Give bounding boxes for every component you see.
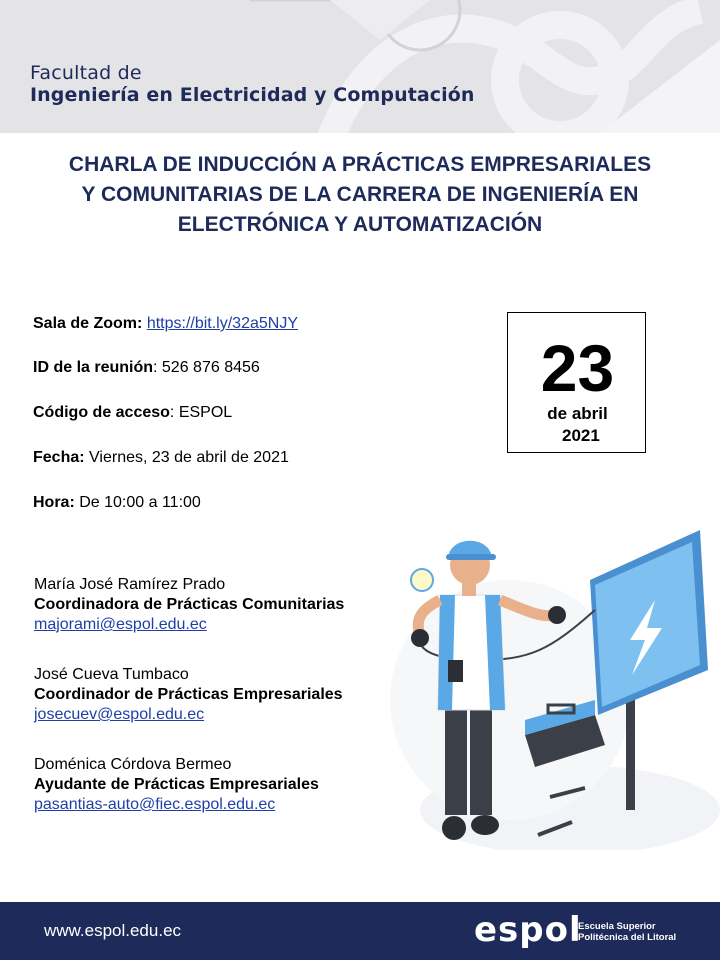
event-title-line1: CHARLA DE INDUCCIÓN A PRÁCTICAS EMPRESARIALES xyxy=(68,153,652,176)
contact-role: Ayudante de Prácticas Empresariales xyxy=(34,776,319,793)
header-banner xyxy=(0,0,720,133)
meeting-id-row xyxy=(33,359,260,377)
espol-logo xyxy=(474,910,714,954)
contact-name: Doménica Córdova Bermeo xyxy=(34,756,232,773)
event-title xyxy=(10,150,710,240)
faculty-name-line2: Ingeniería en Electricidad y Computación xyxy=(30,84,475,106)
time-row xyxy=(33,494,201,512)
date-box-month: de abril xyxy=(547,404,608,423)
contact-block-2 xyxy=(34,665,343,725)
date-row xyxy=(33,449,289,467)
footer-website-link[interactable]: www.espol.edu.ec xyxy=(44,921,182,940)
date-box-year: 2021 xyxy=(562,426,600,445)
zoom-room-label: Sala de Zoom: xyxy=(33,315,143,332)
contact-block-3 xyxy=(34,755,319,815)
espol-logo-subtitle xyxy=(578,921,676,943)
contact-block-1 xyxy=(34,575,344,635)
faculty-name-line1: Facultad de xyxy=(30,62,142,84)
contact-name: José Cueva Tumbaco xyxy=(34,666,189,683)
contact-email-link[interactable]: pasantias-auto@fiec.espol.edu.ec xyxy=(34,796,276,813)
contact-name: María José Ramírez Prado xyxy=(34,576,226,593)
time-value: De 10:00 a 11:00 xyxy=(74,494,201,511)
contact-email-link[interactable]: majorami@espol.edu.ec xyxy=(34,616,207,633)
meeting-id-value: : 526 876 8456 xyxy=(153,359,260,376)
date-label: Fecha: xyxy=(33,449,85,466)
contact-role: Coordinador de Prácticas Empresariales xyxy=(34,686,343,703)
meeting-id-label: ID de la reunión xyxy=(33,359,154,376)
electrician-illustration xyxy=(390,510,720,850)
zoom-room-row xyxy=(33,315,298,333)
contact-email-link[interactable]: josecuev@espol.edu.ec xyxy=(34,706,205,723)
contact-role: Coordinadora de Prácticas Comunitarias xyxy=(34,596,345,613)
event-title-line2: Y COMUNITARIAS DE LA CARRERA DE INGENIERÍA EN xyxy=(81,183,639,206)
access-code-value: : ESPOL xyxy=(169,404,233,421)
footer-bar xyxy=(0,902,720,960)
access-code-label: Código de acceso xyxy=(33,404,170,421)
espol-logo-wordmark: espol xyxy=(474,910,582,950)
date-box-day: 23 xyxy=(540,331,615,405)
zoom-link[interactable]: https://bit.ly/32a5NJY xyxy=(146,315,298,332)
time-label: Hora: xyxy=(33,494,75,511)
event-title-line3: ELECTRÓNICA Y AUTOMATIZACIÓN xyxy=(177,213,543,236)
date-box xyxy=(507,312,646,453)
access-code-row xyxy=(33,404,232,422)
espol-logo-subtitle-line2: Politécnica del Litoral xyxy=(578,932,677,943)
date-value: Viernes, 23 de abril de 2021 xyxy=(84,449,289,466)
espol-logo-subtitle-line1: Escuela Superior xyxy=(578,921,656,932)
